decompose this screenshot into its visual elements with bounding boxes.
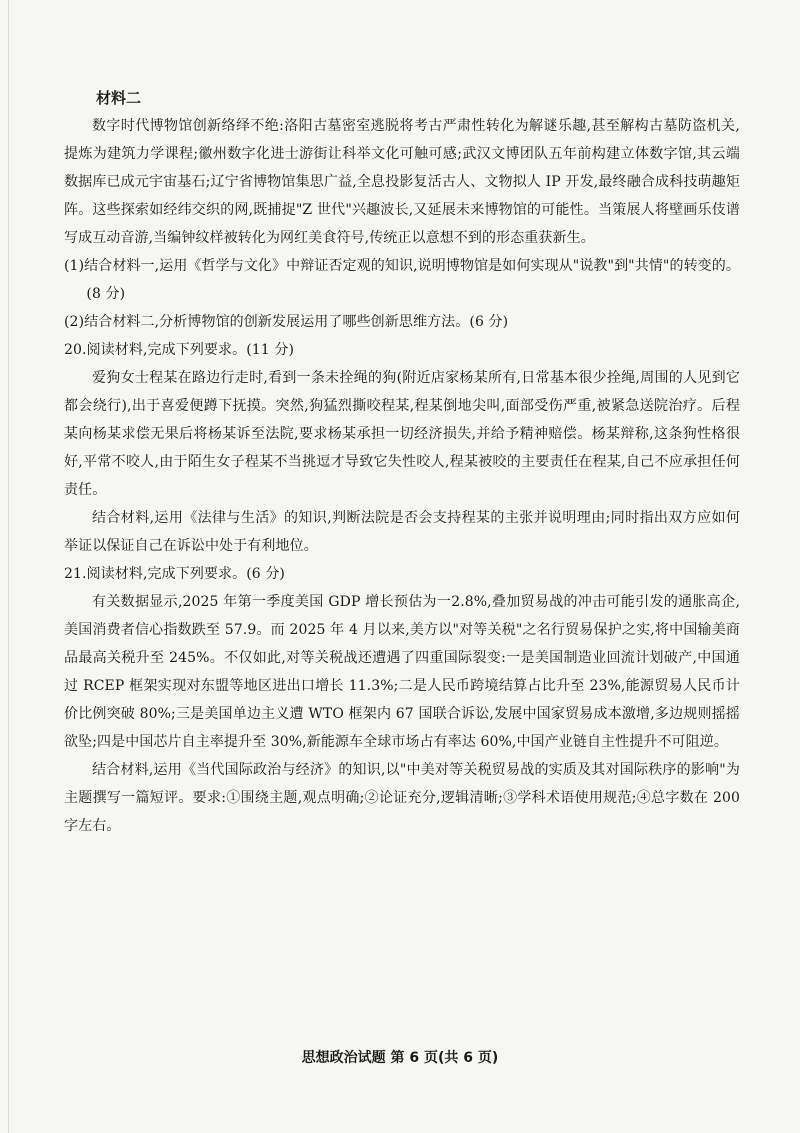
material-two-title: 材料二 xyxy=(96,89,142,107)
question-19-part-2: (2)结合材料二,分析博物馆的创新发展运用了哪些创新思维方法。(6 分) xyxy=(64,314,509,330)
question-21-material: 有关数据显示,2025 年第一季度美国 GDP 增长预估为一2.8%,叠加贸易战的冲击可能引发的通胀高企,美国消费者信心指数跌至 57.9。而 2025 年 4 月以来,美方以"对等关税"之名行贸易保护之实,将中国输美商品最高关税升至 245%。不仅如此,对等关税战还遭遇了四重国际裂变:一是美国制造业回流计划破产,中国通过 RCEP 框架实现对东盟等地区进出口增长 11.3%;二是人民币跨境结算占比升至 23%,能源贸易人民币计价比例突破 80%;三是美国单边主义遭 WTO 框架内 67 国联合诉讼,发展中国家贸易成本激增,多边规则摇摇欲坠;四是中国芯片自主率提升至 30%,新能源车全球市场占有率达 60%,中国产业链自主性提升不可阻逆。 xyxy=(64,594,740,750)
question-20-header: 20.阅读材料,完成下列要求。(11 分) xyxy=(64,342,295,358)
page-content xyxy=(64,84,740,840)
question-21-requirement: 结合材料,运用《当代国际政治与经济》的知识,以"中美对等关税贸易战的实质及其对国际秩序的影响"为主题撰写一篇短评。要求:①围绕主题,观点明确;②论证充分,逻辑清晰;③学科术语使用规范;④总字数在 200 字左右。 xyxy=(64,762,740,834)
material-two-paragraph: 数字时代博物馆创新络绎不绝:洛阳古墓密室逃脱将考古严肃性转化为解谜乐趣,甚至解构古墓防盗机关,提炼为建筑力学课程;徽州数字化进士游街让科举文化可触可感;武汉文博团队五年前构建立体数字馆,其云端数据库已成元宇宙基石;辽宁省博物馆集思广益,全息投影复活古人、文物拟人 IP 开发,最终融合成科技萌趣矩阵。这些探索如经纬交织的网,既捕捉"Z 世代"兴趣波长,又延展未来博物馆的可能性。当策展人将壁画乐伎谱写成互动音游,当编钟纹样被转化为网红美食符号,传统正以意想不到的形态重获新生。 xyxy=(64,118,740,246)
question-20-requirement: 结合材料,运用《法律与生活》的知识,判断法院是否会支持程某的主张并说明理由;同时指出双方应如何举证以保证自己在诉讼中处于有利地位。 xyxy=(64,510,740,554)
question-20-material: 爱狗女士程某在路边行走时,看到一条未拴绳的狗(附近店家杨某所有,日常基本很少拴绳,周围的人见到它都会绕行),出于喜爱便蹲下抚摸。突然,狗猛烈撕咬程某,程某倒地尖叫,面部受伤严重,被紧急送院治疗。后程某向杨某求偿无果后将杨某诉至法院,要求杨某承担一切经济损失,并给予精神赔偿。杨某辩称,这条狗性格很好,平常不咬人,由于陌生女子程某不当挑逗才导致它失性咬人,程某被咬的主要责任在程某,自己不应承担任何责任。 xyxy=(64,370,740,498)
page-footer: 思想政治试题 第 6 页(共 6 页) xyxy=(301,1050,499,1066)
question-19-part-1: (1)结合材料一,运用《哲学与文化》中辩证否定观的知识,说明博物馆是如何实现从"说教"到"共情"的转变的。(8 分) xyxy=(64,258,740,302)
scan-edge-line xyxy=(8,0,9,1133)
question-21-header: 21.阅读材料,完成下列要求。(6 分) xyxy=(64,566,285,582)
